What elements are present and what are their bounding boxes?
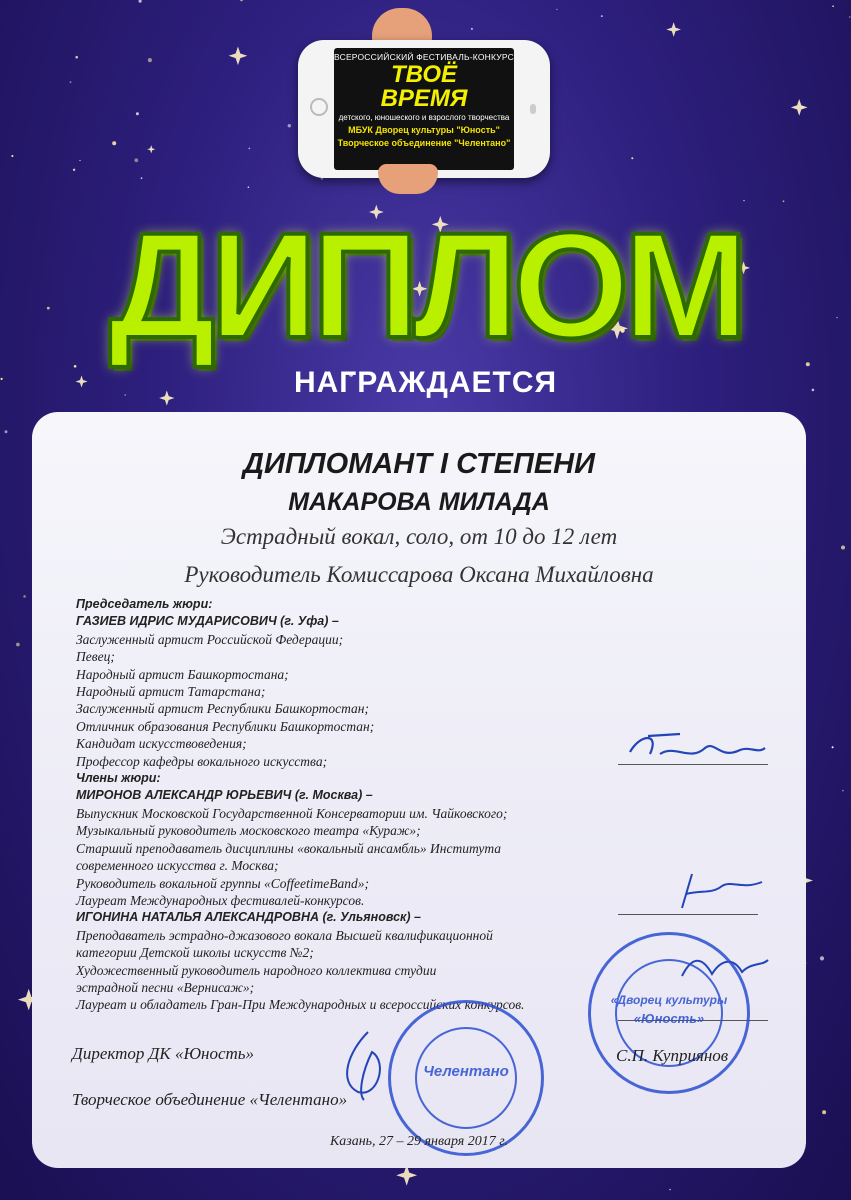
jury-members-heading: Члены жюри: (76, 771, 161, 786)
jury-member2-title: эстрадной песни «Вернисаж»; (76, 979, 255, 995)
jury-chair-title: Народный артист Башкортостана; (76, 666, 289, 682)
diploma-card (32, 412, 806, 1168)
sparkle-star (229, 46, 248, 65)
star (79, 160, 80, 161)
jury-chair-title: Отличник образования Республики Башкортостан; (76, 718, 375, 734)
star (136, 112, 139, 115)
nomination: Эстрадный вокал, соло, от 10 до 12 лет (220, 524, 618, 549)
member1-signature (662, 864, 772, 914)
phone-speaker (530, 104, 536, 114)
star (16, 643, 20, 647)
jury-chair-title: Заслуженный артист Республики Башкортостан; (76, 701, 369, 717)
star (832, 746, 834, 748)
phone-home-button (310, 98, 328, 116)
jury-member1-title: современного искусства г. Москва; (76, 858, 279, 874)
jury-chair-title: Профессор кафедры вокального искусства; (76, 753, 328, 769)
star (842, 790, 844, 792)
place-date: Казань, 27 – 29 января 2017 г. (329, 1134, 509, 1149)
star (601, 15, 603, 17)
chelentano-stamp-label: Челентано (423, 1063, 509, 1080)
leader: Руководитель Комиссарова Оксана Михайловна (184, 562, 654, 587)
dk-yunost-stamp (588, 932, 750, 1094)
jury-chair-title: Заслуженный артист Российской Федерации; (76, 631, 344, 647)
jury-chair-title: Народный артист Татарстана; (76, 684, 266, 700)
dk-stamp-label-line1: «Дворец культуры (610, 993, 728, 1007)
jury-member1-title: Музыкальный руководитель московского театра «Кураж»; (76, 823, 421, 839)
logo-name-line2: ВРЕМЯ (380, 85, 468, 112)
jury-chair-title: Певец; (76, 649, 115, 665)
star (832, 5, 834, 7)
awardee-name: МАКАРОВА МИЛАДА (288, 488, 550, 516)
star (23, 595, 26, 598)
logo-subtitle: детского, юношеского и взрослого творчества (338, 113, 510, 122)
diploma-title: ДИПЛОМ (108, 201, 743, 369)
jury-member2-title: Художественный руководитель народного коллектива студии (76, 962, 437, 978)
jury-chair-heading: Председатель жюри: (76, 597, 213, 611)
star (669, 1189, 671, 1191)
star (849, 16, 850, 17)
logo-name-line1: ТВОЁ (390, 61, 458, 88)
sparkle-star (147, 145, 155, 153)
star (820, 956, 824, 960)
dk-stamp-label-line2: «Юность» (633, 1011, 705, 1026)
star (288, 124, 291, 127)
star (822, 1110, 826, 1114)
jury-chair-title: Кандидат искусствоведения; (76, 736, 247, 752)
logo-org-line1: МБУК Дворец культуры "Юность" (348, 125, 500, 135)
star (631, 157, 633, 159)
logo-festival: ВСЕРОССИЙСКИЙ ФЕСТИВАЛЬ-КОНКУРС (334, 52, 514, 62)
chair-signature (620, 724, 770, 774)
star (841, 546, 845, 550)
star (249, 148, 251, 150)
jury-member1-title: Руководитель вокальной группы «CoffeetimeBand»; (76, 875, 370, 891)
jury-chair-name: ГАЗИЕВ ИДРИС МУДАРИСОВИЧ (г. Уфа) – (76, 614, 339, 629)
association-label: Творческое объединение «Челентано» (72, 1090, 348, 1109)
star (240, 0, 243, 1)
star (471, 28, 473, 30)
jury-member1-title: Старший преподаватель дисциплины «вокальный ансамбль» Института (76, 840, 502, 856)
logo-screen (334, 48, 514, 170)
jury-member2-title: категории Детской школы искусств №2; (76, 945, 314, 961)
chair-signature-line (618, 764, 768, 765)
jury-list (76, 596, 596, 1014)
star (141, 177, 143, 179)
star (139, 0, 142, 3)
jury-member1-title: Выпускник Московской Государственной Консерватории им. Чайковского; (76, 805, 508, 821)
star (112, 141, 116, 145)
sparkle-star (791, 99, 808, 116)
jury-member1-name: МИРОНОВ АЛЕКСАНДР ЮРЬЕВИЧ (г. Москва) – (76, 788, 373, 803)
star (73, 169, 75, 171)
awarded-heading: НАГРАЖДАЕТСЯ (293, 366, 558, 399)
star (11, 155, 13, 157)
star (134, 158, 138, 162)
jury-member1-title: Лауреат Международных фестивалей-конкурсов. (76, 892, 365, 908)
jury-member2-title: Преподаватель эстрадно-джазового вокала Высшей квалификационной (76, 927, 493, 943)
star (75, 56, 78, 59)
star (148, 58, 152, 62)
director-name: С.П. Куприянов (616, 1046, 729, 1065)
star (5, 430, 8, 433)
award-degree: ДИПЛОМАНТ I СТЕПЕНИ (243, 448, 595, 480)
jury-member2-name: ИГОНИНА НАТАЛЬЯ АЛЕКСАНДРОВНА (г. Ульяновск) – (76, 910, 421, 925)
festival-logo-phone (298, 40, 550, 178)
logo-org-line2: Творческое объединение "Челентано" (337, 138, 511, 148)
star (783, 200, 785, 202)
chelentano-stamp (388, 1000, 544, 1156)
star (70, 81, 72, 83)
hand-thumb-illustration (378, 164, 438, 194)
director-label: Директор ДК «Юность» (72, 1044, 255, 1063)
member1-signature-line (618, 914, 758, 915)
sparkle-star (666, 22, 681, 37)
star (248, 186, 250, 188)
star (556, 9, 557, 10)
star (743, 200, 744, 201)
jury-member2-title: Лауреат и обладатель Гран-При Международных и всероссийских конкурсов. (76, 997, 525, 1013)
